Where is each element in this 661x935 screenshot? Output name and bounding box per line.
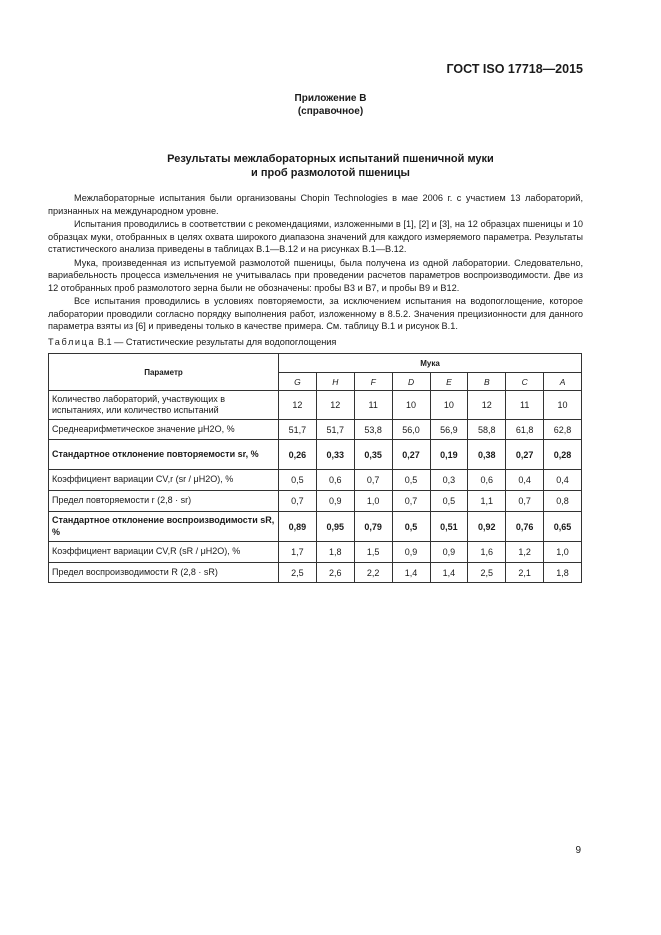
cell: 0,5 — [392, 470, 430, 491]
table-row — [49, 391, 582, 420]
cell: 0,27 — [506, 440, 544, 470]
row-label: Количество лабораторий, участвующих в испытаниях, или количество испытаний — [49, 391, 279, 420]
appendix-heading — [0, 92, 661, 118]
param-header: Параметр — [49, 354, 279, 391]
cell: 1,4 — [430, 563, 468, 583]
flour-group-header: Мука — [279, 354, 582, 373]
cell: 61,8 — [506, 420, 544, 440]
sample-header: E — [430, 373, 468, 391]
table-row — [49, 563, 582, 583]
cell: 0,28 — [544, 440, 582, 470]
table-row — [49, 470, 582, 491]
standard-number: ГОСТ ISO 17718—2015 — [446, 62, 583, 76]
row-label: Предел повторяемости r (2,8 · sr) — [49, 491, 279, 512]
cell: 0,79 — [354, 512, 392, 542]
cell: 0,89 — [279, 512, 317, 542]
table-caption — [48, 337, 336, 347]
cell: 12 — [316, 391, 354, 420]
cell: 1,0 — [544, 542, 582, 563]
row-label: Среднеарифметическое значение μH2O, % — [49, 420, 279, 440]
cell: 2,2 — [354, 563, 392, 583]
table-caption-text: В.1 — Статистические результаты для водопоглощения — [95, 337, 337, 347]
cell: 0,9 — [430, 542, 468, 563]
cell: 0,4 — [506, 470, 544, 491]
appendix-title: Приложение В — [294, 93, 367, 104]
table-row — [49, 440, 582, 470]
cell: 58,8 — [468, 420, 506, 440]
cell: 12 — [468, 391, 506, 420]
sample-header: C — [506, 373, 544, 391]
cell: 2,6 — [316, 563, 354, 583]
appendix-subtitle: (справочное) — [297, 106, 364, 117]
cell: 0,6 — [468, 470, 506, 491]
cell: 0,9 — [316, 491, 354, 512]
cell: 56,0 — [392, 420, 430, 440]
row-label: Предел воспроизводимости R (2,8 · sR) — [49, 563, 279, 583]
cell: 0,76 — [506, 512, 544, 542]
cell: 0,6 — [316, 470, 354, 491]
cell: 1,4 — [392, 563, 430, 583]
cell: 0,7 — [506, 491, 544, 512]
results-table — [48, 353, 582, 583]
section-title-line1: Результаты межлабораторных испытаний пшеничной муки — [167, 153, 494, 165]
paragraph: Все испытания проводились в условиях повторяемости, за исключением испытания на водопоглощение, которое лаборатории проводили согласно порядку выполнения работ, изложенному в 8.5.2. Значения прецизионности для данного параметра взяты из [6] и приведены только в качестве примера. См. таблицу В.1 и рисунок В.1. — [48, 296, 583, 332]
cell: 1,7 — [279, 542, 317, 563]
cell: 1,5 — [354, 542, 392, 563]
sample-header: H — [316, 373, 354, 391]
cell: 0,27 — [392, 440, 430, 470]
table-row — [49, 420, 582, 440]
row-label: Коэффициент вариации CV,R (sR / μH2O), % — [49, 542, 279, 563]
cell: 1,0 — [354, 491, 392, 512]
cell: 2,5 — [468, 563, 506, 583]
row-label: Стандартное отклонение повторяемости sr, % — [49, 440, 279, 470]
body-text — [48, 192, 583, 334]
cell: 0,3 — [430, 470, 468, 491]
row-label: Стандартное отклонение воспроизводимости sR, % — [49, 512, 279, 542]
cell: 0,5 — [392, 512, 430, 542]
cell: 0,35 — [354, 440, 392, 470]
table-row — [49, 512, 582, 542]
cell: 1,8 — [544, 563, 582, 583]
cell: 11 — [506, 391, 544, 420]
cell: 2,1 — [506, 563, 544, 583]
cell: 0,7 — [279, 491, 317, 512]
cell: 0,26 — [279, 440, 317, 470]
cell: 10 — [430, 391, 468, 420]
cell: 2,5 — [279, 563, 317, 583]
cell: 11 — [354, 391, 392, 420]
cell: 1,6 — [468, 542, 506, 563]
cell: 0,8 — [544, 491, 582, 512]
cell: 0,7 — [354, 470, 392, 491]
sample-header: D — [392, 373, 430, 391]
cell: 0,51 — [430, 512, 468, 542]
sample-header: A — [544, 373, 582, 391]
sample-header: G — [279, 373, 317, 391]
section-title-line2: и проб размолотой пшеницы — [251, 167, 410, 179]
cell: 0,5 — [430, 491, 468, 512]
cell: 0,7 — [392, 491, 430, 512]
sample-header: F — [354, 373, 392, 391]
cell: 51,7 — [279, 420, 317, 440]
page-number: 9 — [575, 845, 581, 856]
paragraph: Межлабораторные испытания были организованы Chopin Technologies в мае 2006 г. с участием 13 лабораторий, признанных на международном уровне. — [48, 193, 583, 216]
cell: 0,38 — [468, 440, 506, 470]
row-label: Коэффициент вариации CV,r (sr / μH2O), % — [49, 470, 279, 491]
section-title — [0, 152, 661, 180]
cell: 0,19 — [430, 440, 468, 470]
paragraph: Мука, произведенная из испытуемой размолотой пшеницы, была получена из одной лаборатории. Следовательно, вариабельность процесса измельчения не учитывалась при проведении расчетов параметров воспроизводимости. Две из 12 отобранных проб размолотого зерна были не обозначены: пробы B3 и B7, и пробы B9 и B12. — [48, 257, 583, 293]
sample-header: B — [468, 373, 506, 391]
cell: 0,92 — [468, 512, 506, 542]
table-caption-prefix: Таблица — [48, 337, 96, 347]
cell: 0,65 — [544, 512, 582, 542]
paragraph: Испытания проводились в соответствии с рекомендациями, изложенными в [1], [2] и [3], на 12 образцах пшеницы и 10 образцах муки, отобранных в целях охвата широкого диапазона значений для каждого измеряемого параметра. Результаты статистического анализа приведены в таблицах В.1—В.12 и на рисунках В.1—В.12. — [48, 218, 583, 255]
cell: 1,1 — [468, 491, 506, 512]
table-row — [49, 542, 582, 563]
cell: 12 — [279, 391, 317, 420]
table-row — [49, 491, 582, 512]
cell: 10 — [544, 391, 582, 420]
cell: 51,7 — [316, 420, 354, 440]
cell: 0,9 — [392, 542, 430, 563]
cell: 0,33 — [316, 440, 354, 470]
cell: 62,8 — [544, 420, 582, 440]
cell: 0,95 — [316, 512, 354, 542]
cell: 0,5 — [279, 470, 317, 491]
cell: 1,2 — [506, 542, 544, 563]
cell: 53,8 — [354, 420, 392, 440]
cell: 1,8 — [316, 542, 354, 563]
cell: 10 — [392, 391, 430, 420]
cell: 0,4 — [544, 470, 582, 491]
cell: 56,9 — [430, 420, 468, 440]
